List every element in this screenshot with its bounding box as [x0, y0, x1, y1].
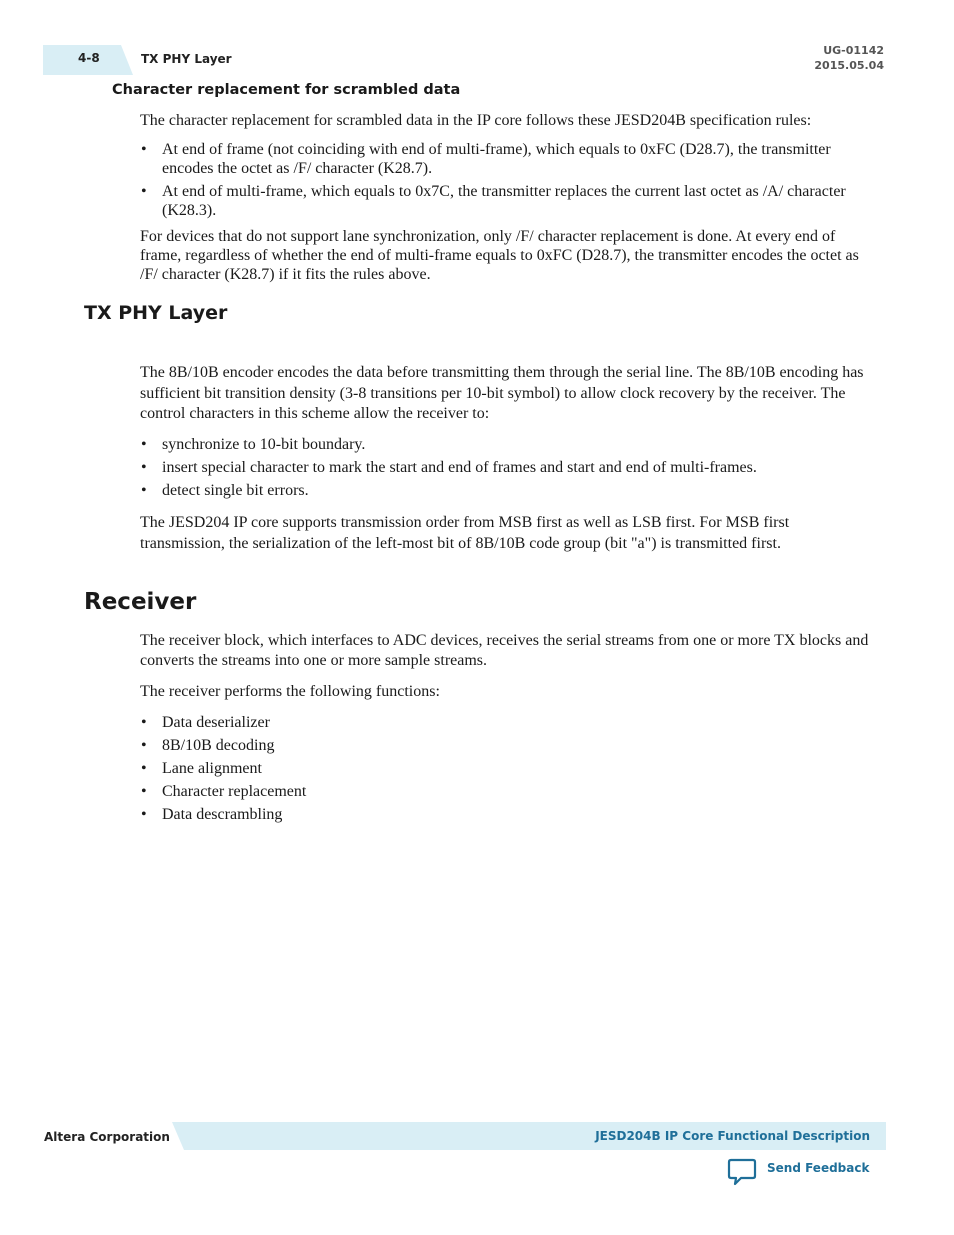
list-item: • detect single bit errors.: [140, 481, 875, 500]
send-feedback-label: Send Feedback: [767, 1161, 870, 1175]
char-replacement-rules: [140, 140, 875, 224]
send-feedback-link[interactable]: [727, 1158, 869, 1188]
list-item: • 8B/10B decoding: [140, 736, 875, 755]
list-item: • Data deserializer: [140, 713, 875, 732]
page-number: 4-8: [78, 51, 100, 65]
list-item: • At end of frame (not coinciding with end of multi-frame), which equals to 0xFC (D28.7), the transmitter encodes the octet as /F/ character (K28.7).: [140, 140, 875, 178]
receiver-functions-intro: The receiver performs the following functions:: [140, 683, 440, 700]
list-item: • Data descrambling: [140, 805, 875, 824]
tx-phy-heading: TX PHY Layer: [84, 302, 228, 324]
char-replacement-heading: Character replacement for scrambled data: [112, 82, 461, 98]
list-item: • Lane alignment: [140, 759, 875, 778]
tx-phy-intro: The 8B/10B encoder encodes the data before transmitting them through the serial line. The 8B/10B encoding has sufficient bit transition density (3-8 transitions per 10-bit symbol) to allow clock recovery by the receiver. The control characters in this scheme allow the receiver to:: [140, 364, 864, 422]
list-item: • synchronize to 10-bit boundary.: [140, 435, 875, 454]
list-item: • Character replacement: [140, 782, 875, 801]
footer-company: Altera Corporation: [44, 1130, 170, 1144]
list-item: • insert special character to mark the start and end of frames and start and end of multi-frames.: [140, 458, 875, 477]
header-section-title: TX PHY Layer: [141, 52, 232, 66]
tx-phy-capabilities: [140, 435, 875, 504]
char-replacement-note: For devices that do not support lane synchronization, only /F/ character replacement is done. At every end of frame, regardless of whether the end of multi-frame equals to 0xFC (D28.7), the transmitter encodes the octet as /F/ character (K28.7) if it fits the rules above.: [140, 228, 859, 283]
receiver-heading: Receiver: [84, 589, 197, 615]
header-doc-info: [814, 43, 884, 73]
doc-id: UG-01142: [823, 44, 884, 57]
receiver-intro: The receiver block, which interfaces to ADC devices, receives the serial streams from one or more TX blocks and converts the streams into one or more sample streams.: [140, 632, 869, 669]
doc-date: 2015.05.04: [814, 59, 884, 72]
speech-bubble-icon: [727, 1158, 757, 1186]
tx-phy-note: The JESD204 IP core supports transmission order from MSB first as well as LSB first. For MSB first transmission, the serialization of the left-most bit of 8B/10B code group (bit "a") is transmitted first.: [140, 514, 790, 552]
char-replacement-intro: The character replacement for scrambled data in the IP core follows these JESD204B specification rules:: [140, 112, 812, 129]
receiver-functions: [140, 713, 875, 828]
footer-doc-title: JESD204B IP Core Functional Description: [595, 1129, 870, 1143]
list-item: • At end of multi-frame, which equals to 0x7C, the transmitter replaces the current last octet as /A/ character (K28.3).: [140, 182, 875, 220]
